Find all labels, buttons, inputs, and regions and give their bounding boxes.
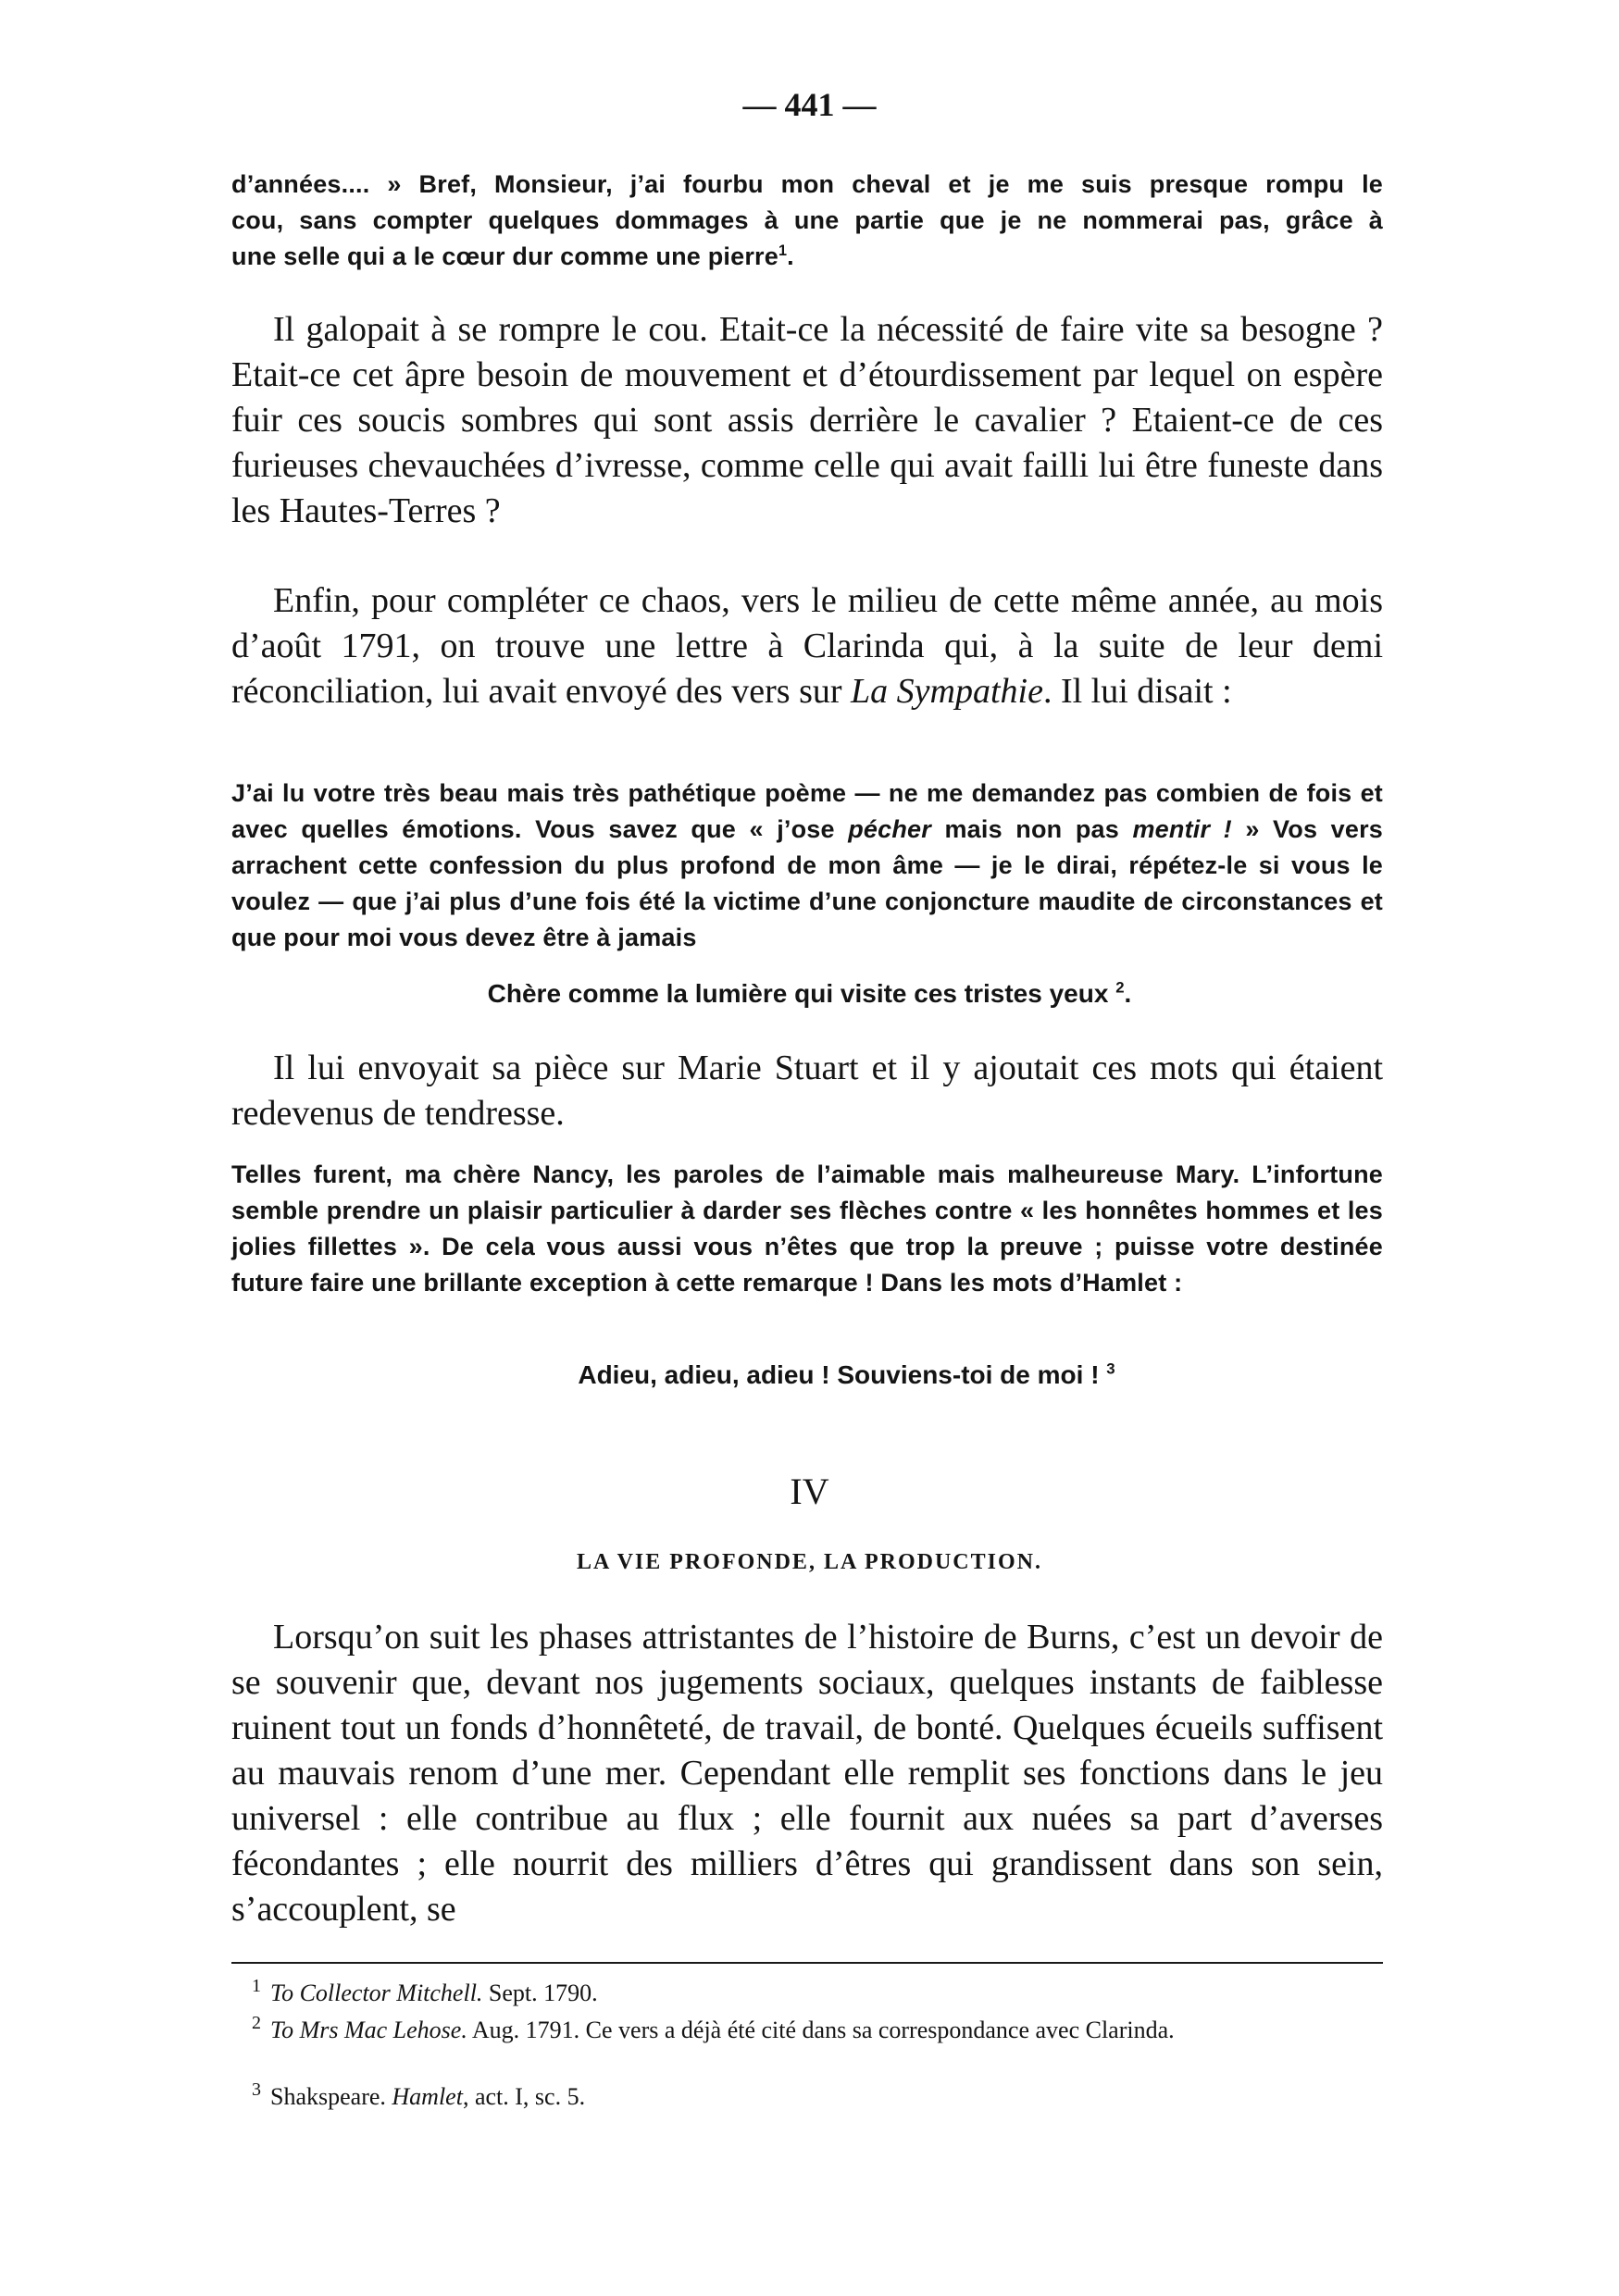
verse-text: Chère comme la lumière qui visite ces tristes yeux [487,979,1109,1008]
paragraph-galop: Il galopait à se rompre le cou. Etait-ce la nécessité de faire vite sa besogne ? Etait-ce cet âpre besoin de mouvement et d’étourdissement par lequel on espère fuir ces soucis sombres qui sont assis derrière le cavalier ? Etaient-ce de ces furieuses chevauchées d’ivresse, comme celle qui avait failli lui être funeste dans les Hautes-Terres ? [231,310,1383,530]
footnote-mark: 1 [252,1976,261,1997]
paragraph-clarinda-text: Enfin, pour compléter ce chaos, vers le milieu de cette même année, au mois d’août 1791, on trouve une lettre à Clarinda qui, à la suite de leur demi réconciliation, lui avait envoyé des vers sur [231,581,1383,711]
letter-quote-italic: pécher [848,815,931,843]
verse-text: Adieu, adieu, adieu ! Souviens-toi de moi ! [578,1360,1100,1389]
footnote-2 [231,2013,1383,2045]
footnote-mark: 2 [252,2013,261,2034]
letter-quote-text: J’ai lu votre très beau mais très pathétique poème — ne me demandez pas combien de fois et avec quelles émotions. Vous savez que « j’ose [231,779,1383,843]
paragraph-burns: Lorsqu’on suit les phases attristantes de l’histoire de Burns, c’est un devoir de se souvenir que, devant nos jugements sociaux, quelques instants de faiblesse ruinent tout un fonds d’honnêteté, de travail, de bonté. Quelques écueils suffisent au mauvais renom d’une mer. Cependant elle remplit ses fonctions dans le jeu universel : elle contribue au flux ; elle fournit aux nuées sa part d’averses fécondantes ; elle nourrit des milliers d’êtres qui grandissent dans son sein, s’accouplent, se [231,1618,1383,1929]
section-title: LA VIE PROFONDE, LA PRODUCTION. [577,1550,1042,1574]
footnote-text: Shakspeare. [270,2083,392,2110]
paragraph-marie-stuart: Il lui envoyait sa pièce sur Marie Stuart et il y ajoutait ces mots qui étaient redevenus de tendresse. [231,1049,1383,1133]
top-quote [231,167,1383,275]
nancy-quote: Telles furent, ma chère Nancy, les paroles de l’aimable mais malheureuse Mary. L’infortune semble prendre un plaisir particulier à darder ses flèches contre « les honnêtes hommes et les jolies fillettes ». De cela vous aussi vous n’êtes que trop la preuve ; puisse votre destinée future faire une brillante exception à cette remarque ! Dans les mots d’Hamlet : [231,1160,1383,1297]
footnote-ref-2: 2 [1115,978,1125,997]
paragraph-clarinda [231,578,1383,714]
top-quote-line [231,239,1383,275]
footnote-text: , act. I, sc. 5. [462,2083,586,2110]
footnote-italic: Hamlet [392,2083,463,2110]
section-number: IV [790,1471,829,1512]
paragraph-clarinda-end: . Il lui disait : [1042,672,1232,711]
verse-end: . [1124,979,1132,1008]
poem-title: La Sympathie [851,672,1043,711]
letter-quote-text: » Vos vers arrachent cette confession du plus profond de mon âme — je le dirai, répétez-le si vous le voulez — que j’ai plus d’une fois été la victime d’une conjoncture maudite de circonstances et que pour moi vous devez être à jamais [231,815,1383,951]
verse-line-clarinda [0,979,1619,1009]
footnote-ref-3: 3 [1106,1359,1115,1378]
footnote-divider [231,1962,1383,1964]
top-quote-line: cou, sans compter quelques dommages à une partie que je ne nommerai pas, grâce à [231,206,1383,234]
footnote-italic: To Collector Mitchell. [270,1980,483,2006]
page-number: — 441 — [742,86,877,123]
top-quote-text: une selle qui a le cœur dur comme une pierre [231,242,778,270]
footnote-italic: To Mrs Mac Lehose. [270,2017,467,2043]
footnote-1 [231,1976,1383,2008]
top-quote-end: . [787,242,794,270]
footnote-3 [231,2079,1383,2112]
footnote-mark: 3 [252,2079,261,2101]
footnote-ref-1: 1 [778,242,788,259]
footnote-text: Sept. 1790. [482,1980,598,2006]
letter-quote-italic: mentir ! [1132,815,1232,843]
footnote-text: Aug. 1791. Ce vers a déjà été cité dans sa correspondance avec Clarinda. [467,2017,1175,2043]
letter-quote [231,776,1383,956]
top-quote-line: d’années.... » Bref, Monsieur, j’ai fourbu mon cheval et je me suis presque rompu le [231,170,1383,198]
verse-line-hamlet [37,1360,1619,1390]
letter-quote-text: mais non pas [930,815,1133,843]
